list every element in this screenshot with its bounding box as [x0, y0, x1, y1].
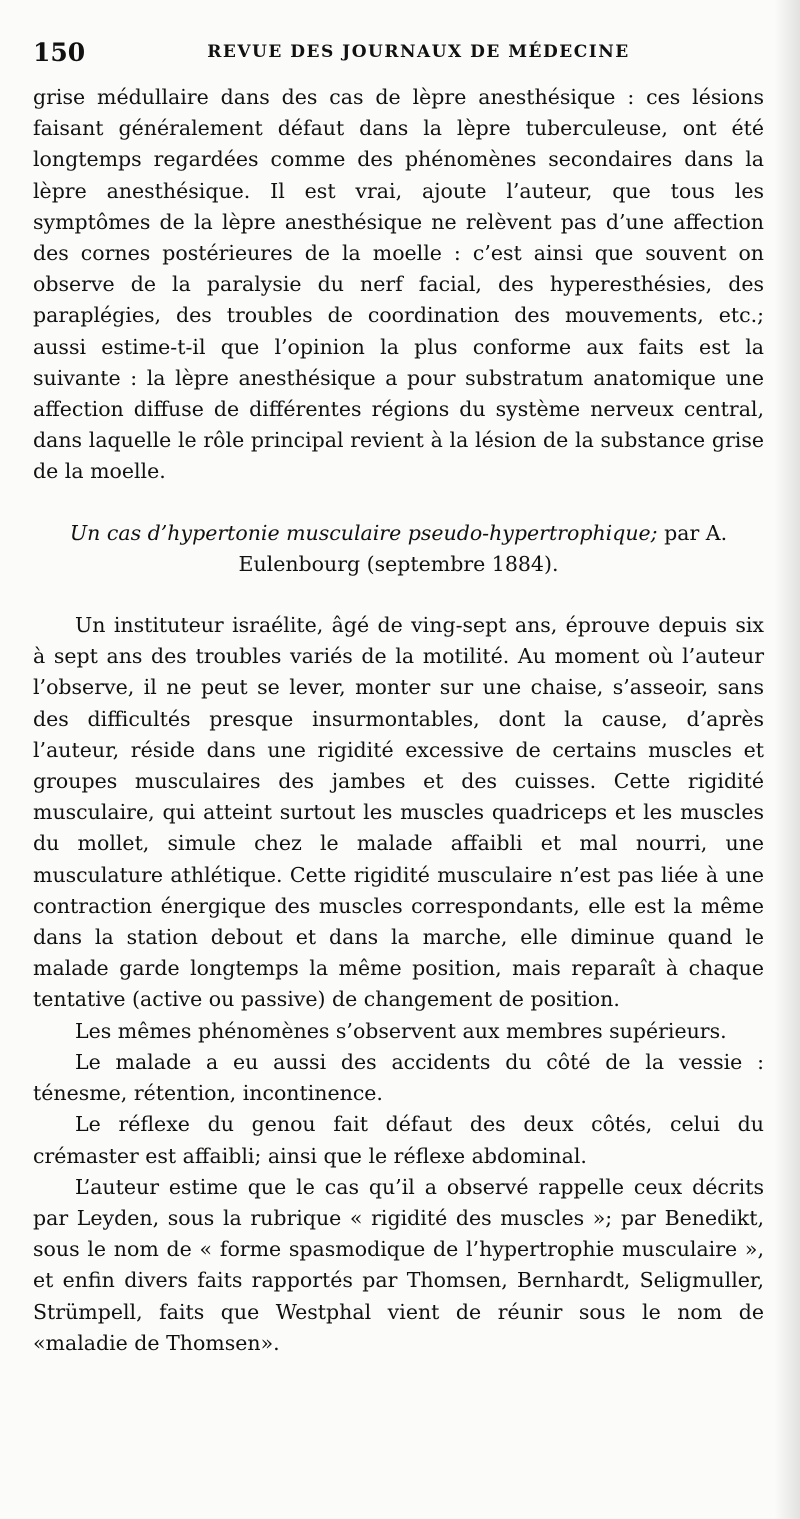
- page-number: 150: [33, 38, 86, 67]
- opening-paragraph: grise médullaire dans des cas de lèpre anesthésique : ces lésions faisant généralement défaut dans la lèpre tuberculeuse, ont été longtemps regardées comme des phénomènes secondaires dans la lèpre anesthésique. Il est vrai, ajoute l’auteur, que tous les symptômes de la lèpre anesthésique ne relèvent pas d’une affection des cornes postérieures de la moelle : c’est ainsi que souvent on observe de la paralysie du nerf facial, des hyperesthésies, des paraplégies, des troubles de coordination des mouvements, etc.; aussi estime-t-il que l’opinion la plus conforme aux faits est la suivante : la lèpre anesthésique a pour substratum anatomique une affection diffuse de différentes régions du système nerveux central, dans laquelle le rôle principal revient à la lésion de la substance grise de la moelle.: [33, 85, 764, 484]
- running-head: [33, 30, 764, 82]
- body-paragraph: Le malade a eu aussi des accidents du côté de la vessie : ténesme, rétention, incontinence.: [33, 1049, 764, 1106]
- article-title-italic: Un cas d’hypertonie musculaire pseudo-hypertrophique;: [69, 520, 658, 545]
- article-title-author: par A. Eulenbourg (septembre 1884).: [238, 520, 728, 576]
- body-paragraph: Les mêmes phénomènes s’observent aux membres supérieurs.: [75, 1018, 727, 1043]
- body-paragraph: L’auteur estime que le cas qu’il a observé rappelle ceux décrits par Leyden, sous la rubrique « rigidité des muscles »; par Benedikt, sous le nom de « forme spasmodique de l’hypertrophie musculaire », et enfin divers faits rapportés par Thomsen, Bernhardt, Seligmuller, Strümpell, faits que Westphal vient de réunir sous le nom de «maladie de Thomsen».: [33, 1174, 764, 1355]
- article-title: [33, 518, 764, 580]
- journal-title: REVUE DES JOURNAUX DE MÉDECINE: [207, 42, 630, 62]
- page-edge-shadow: [774, 0, 800, 1519]
- body-paragraph: Un instituteur israélite, âgé de ving-sept ans, éprouve depuis six à sept ans des troubles variés de la motilité. Au moment où l’auteur l’observe, il ne peut se lever, monter sur une chaise, s’asseoir, sans des difficultés presque insurmontables, dont la cause, d’après l’auteur, réside dans une rigidité excessive de certains muscles et groupes musculaires des jambes et des cuisses. Cette rigidité musculaire, qui atteint surtout les muscles quadriceps et les muscles du mollet, simule chez le malade affaibli et mal nourri, une musculature athlétique. Cette rigidité musculaire n’est pas liée à une contraction énergique des muscles correspondants, elle est la même dans la station debout et dans la marche, elle diminue quand le malade garde longtemps la même position, mais reparaît à chaque tentative (active ou passive) de changement de position.: [33, 613, 764, 1012]
- body-paragraph: Le réflexe du genou fait défaut des deux côtés, celui du crémaster est affaibli; ainsi que le réflexe abdominal.: [33, 1112, 764, 1168]
